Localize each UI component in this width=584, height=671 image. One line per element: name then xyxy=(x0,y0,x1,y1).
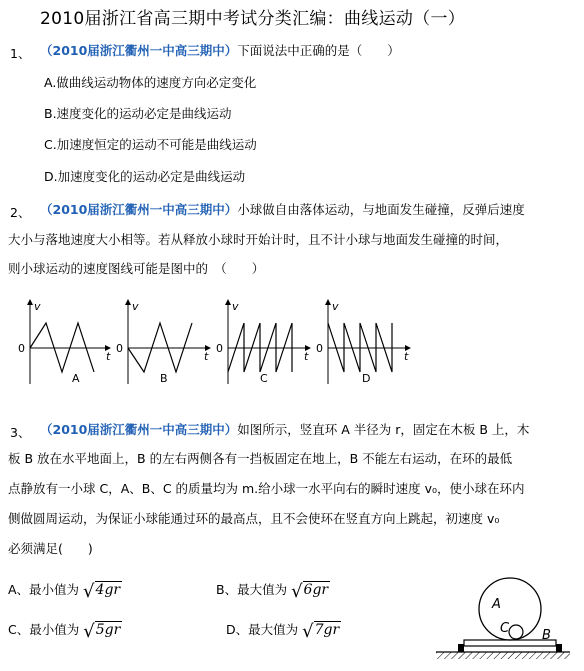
graph-a-x-label: t xyxy=(106,350,111,363)
q2-line-1-text: 小球做自由落体运动，与地面发生碰撞，反弹后速度 xyxy=(237,202,525,217)
q3-option-a-prefix: A、最小值为 xyxy=(8,582,80,597)
q2-source: （2010届浙江衢州一中高三期中） xyxy=(40,202,238,217)
graph-b-y-label: v xyxy=(132,300,139,313)
q3-option-c-radicand: 5gr xyxy=(95,622,121,638)
q3-option-b-radicand: 6gr xyxy=(303,582,329,598)
q3-option-d-radicand: 7gr xyxy=(314,622,340,638)
graph-b-label: B xyxy=(160,372,168,385)
graph-b-origin: 0 xyxy=(116,342,123,355)
graph-a xyxy=(18,300,111,385)
q3-option-c-prefix: C、最小值为 xyxy=(8,622,80,637)
right-stopper xyxy=(556,644,562,652)
q3-option-a-radicand: 4gr xyxy=(95,582,121,598)
q3-option-d-prefix: D、最大值为 xyxy=(226,622,299,637)
graph-c-origin: 0 xyxy=(216,342,223,355)
q3-option-d-sqrt: √7gr xyxy=(302,621,340,642)
graph-d-origin: 0 xyxy=(316,342,323,355)
left-stopper xyxy=(458,644,464,652)
q1-stem-line xyxy=(40,42,400,60)
q1-option-b: B.速度变化的运动必定是曲线运动 xyxy=(44,106,232,121)
label-b: B xyxy=(542,628,551,643)
q2-number: 2、 xyxy=(10,205,31,220)
graph-d-label: D xyxy=(362,372,371,385)
q3-option-a xyxy=(8,580,122,602)
graph-b-x-label: t xyxy=(204,350,209,363)
q1-option-a: A.做曲线运动物体的速度方向必定变化 xyxy=(44,75,257,90)
q1-option-d: D.加速度变化的运动必定是曲线运动 xyxy=(44,169,246,184)
q1-source: （2010届浙江衢州一中高三期中） xyxy=(40,43,238,58)
graph-a-label: A xyxy=(72,372,80,385)
q1-option-c: C.加速度恒定的运动不可能是曲线运动 xyxy=(44,137,257,152)
graph-b xyxy=(116,300,210,385)
q3-option-c xyxy=(8,620,122,642)
q3-source: （2010届浙江衢州一中高三期中） xyxy=(40,422,238,437)
graph-d-x-label: t xyxy=(404,350,409,363)
q3-option-d xyxy=(226,620,341,642)
label-a: A xyxy=(492,597,501,612)
q3-line-1 xyxy=(40,421,529,439)
q3-option-b-prefix: B、最大值为 xyxy=(216,582,288,597)
q3-line-4: 侧做圆周运动，为保证小球能通过环的最高点，且不会使环在竖直方向上跳起，初速度 v₀ xyxy=(8,511,500,526)
q2-line-2: 大小与落地速度大小相等。若从释放小球时开始计时，且不计小球与地面发生碰撞的时间， xyxy=(8,232,509,247)
ball-c xyxy=(509,625,523,639)
graph-c-label: C xyxy=(260,372,268,385)
q2-graphs xyxy=(10,296,430,396)
q2-line-3: 则小球运动的速度图线可能是图中的 （ ） xyxy=(8,261,265,276)
q3-ring-figure xyxy=(430,574,578,666)
q3-line-5: 必须满足( ) xyxy=(8,541,93,556)
graph-a-origin: 0 xyxy=(18,342,25,355)
graph-a-y-label: v xyxy=(34,300,41,313)
q1-stem: 下面说法中正确的是（ ） xyxy=(237,43,400,58)
q1-number: 1、 xyxy=(10,46,31,61)
graph-d-y-label: v xyxy=(332,300,339,313)
graph-c-y-label: v xyxy=(232,300,239,313)
q3-line-1-text: 如图所示，竖直环 A 半径为 r，固定在木板 B 上，木 xyxy=(237,422,530,437)
q3-option-b-sqrt: √6gr xyxy=(291,581,329,602)
q3-option-c-sqrt: √5gr xyxy=(83,621,121,642)
q3-option-b xyxy=(216,580,330,602)
q3-line-2: 板 B 放在水平地面上，B 的左右两侧各有一挡板固定在地上，B 不能左右运动，在环的最低 xyxy=(8,451,513,466)
graph-c-x-label: t xyxy=(304,350,309,363)
q3-number: 3、 xyxy=(10,425,31,440)
q2-line-1 xyxy=(40,201,525,219)
graph-c xyxy=(216,300,310,385)
graph-d xyxy=(316,300,410,385)
ground-hatch xyxy=(436,652,570,659)
q3-option-a-sqrt: √4gr xyxy=(83,581,121,602)
label-c: C xyxy=(500,621,510,636)
page-title: 2010届浙江省高三期中考试分类汇编：曲线运动（一） xyxy=(40,9,466,29)
q3-line-3: 点静放有一小球 C，A、B、C 的质量均为 m.给小球一水平向右的瞬时速度 v₀，使小球在环内 xyxy=(8,481,525,496)
